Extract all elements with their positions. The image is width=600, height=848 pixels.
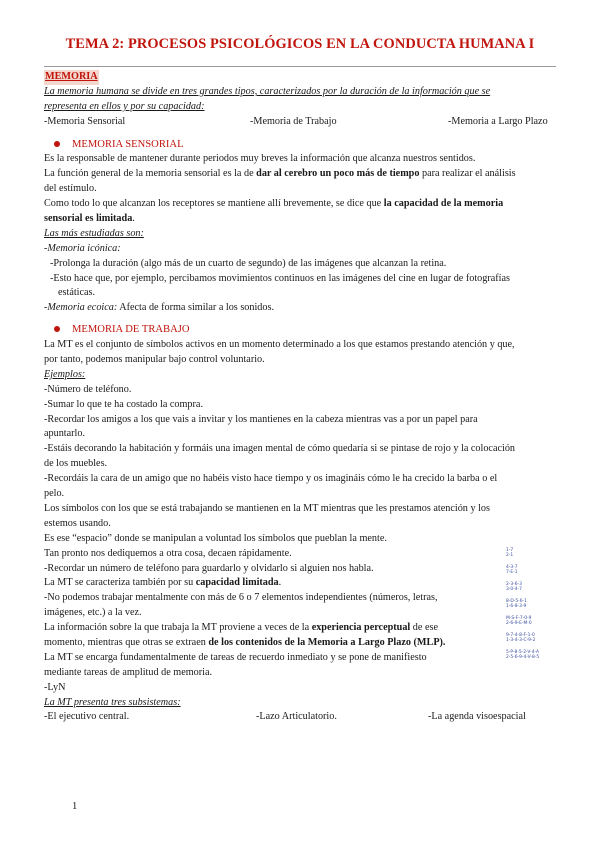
title-divider [44, 66, 556, 67]
examples-label: Ejemplos: [44, 368, 86, 380]
sequence-item: 2-1 [506, 553, 514, 559]
sequence-item: 9-7-4-8-F-1-0 [506, 633, 535, 638]
bullet-icon [54, 326, 60, 332]
section-trabajo-title: MEMORIA DE TRABAJO [72, 324, 190, 336]
example-4b: de los muebles. [44, 458, 108, 470]
trabajo-line-3a: Los símbolos con los que se está trabajando se mantienen en la MT mientras que les prestamos atención y los [44, 502, 490, 514]
trabajo-l9-text: La información sobre la que trabaja la MT proviene a veces de la [44, 622, 312, 634]
trabajo-l10-bold: de los contenidos de la Memoria a Largo Plazo (MLP). [208, 636, 446, 648]
echoic-memory-line [44, 301, 556, 316]
sensorial-l2-end: para realizar el análisis [419, 168, 516, 180]
sensorial-line-1: Es la responsable de mantener durante periodos muy breves la información que alcanza nuestros sentidos. [44, 153, 476, 165]
trabajo-l7-text: La MT se caracteriza también por su [44, 577, 196, 589]
trabajo-line-8b: imágenes, etc.) a la vez. [44, 607, 142, 619]
example-5b: pelo. [44, 488, 65, 500]
sensorial-l2-text: La función general de la memoria sensorial es la de [44, 168, 257, 180]
echoic-memory-label: -Memoria ecoica: [44, 302, 118, 314]
trabajo-line-11b: mediante tareas de amplitud de memoria. [44, 666, 213, 678]
iconic-line-2: -Esto hace que, por ejemplo, percibamos movimientos continuos en las imágenes del cine en lugar de fotografías [50, 272, 510, 284]
example-2: -Sumar lo que te ha costado la compra. [44, 398, 203, 410]
iconic-line-1: -Prolonga la duración (algo más de un cuarto de segundo) de las imágenes que alcanzan la retina. [50, 257, 447, 269]
trabajo-line-5: Tan pronto nos dediquemos a otra cosa, decaen rápidamente. [44, 547, 292, 559]
sequence-item: 8-D-5-6-1 [506, 599, 527, 604]
sequence-item: 7-E-1 [506, 570, 518, 576]
sequence-item: 1-7 [506, 548, 514, 553]
sensorial-line-2 [44, 167, 556, 182]
memory-type-largo-plazo: -Memoria a Largo Plazo [448, 115, 548, 127]
trabajo-l9-bold: experiencia perceptual [311, 622, 411, 634]
trabajo-line-3b: estemos usando. [44, 517, 111, 529]
example-5a: -Recordáis la cara de un amigo que no habéis visto hace tiempo y os imagináis cómo le ha crecido la barba o el [44, 473, 498, 485]
memoria-heading-line [44, 70, 556, 85]
memoria-types-row [44, 115, 556, 130]
trabajo-line-12: -LyN [44, 681, 66, 693]
sequence-item: 1-6-8-3-9 [506, 604, 527, 610]
trabajo-line-2: por tanto, podemos manipular bajo control voluntario. [44, 354, 265, 366]
sensorial-l5-bold: sensorial es limitada [44, 213, 133, 225]
trabajo-line-9 [44, 621, 556, 636]
sensorial-line-3: del estímulo. [44, 183, 97, 195]
sequence-item: 2-3-6-3 [506, 582, 522, 587]
trabajo-line-11a: La MT se encarga fundamentalmente de tareas de recuerdo inmediato y se pone de manifiesto [44, 651, 427, 663]
section-trabajo-heading [44, 323, 556, 338]
trabajo-line-10 [44, 636, 556, 651]
sequence-item: 2-6-9-E-M-0 [506, 621, 532, 627]
document-title: TEMA 2: PROCESOS PSICOLÓGICOS EN LA CONDUCTA HUMANA I [65, 36, 535, 52]
memory-type-trabajo: -Memoria de Trabajo [250, 115, 337, 127]
bullet-icon [54, 141, 60, 147]
iconic-memory-label: -Memoria icónica: [44, 242, 121, 254]
example-3a: -Recordar los amigos a los que vais a invitar y los mantienes en la cabeza mientras vas a por un papel para [44, 413, 478, 425]
sequence-item: 3-0-4-7 [506, 587, 522, 593]
memoria-heading: MEMORIA [44, 70, 99, 85]
example-4a: -Estáis decorando la habitación y formáis una imagen mental de cómo quedaría si se pintase de rojo y la colocación [44, 443, 516, 455]
subsystem-ejecutivo: -El ejecutivo central. [44, 711, 130, 723]
sequence-item: 1-3-4-3-C-9-2 [506, 638, 536, 644]
sensorial-line-4 [44, 197, 556, 212]
memory-type-sensorial: -Memoria Sensorial [44, 115, 126, 127]
example-3b: apuntarlo. [44, 428, 86, 440]
section-sensorial-title: MEMORIA SENSORIAL [72, 138, 184, 150]
sensorial-l5-end: . [132, 213, 135, 225]
example-1: -Número de teléfono. [44, 383, 132, 395]
sequence-item: 2-5-6-9-4-V-8-5 [506, 655, 540, 661]
document-body [44, 70, 556, 725]
echoic-memory-text: Afecta de forma similar a los sonidos. [117, 302, 275, 314]
sequence-item: M-S-F-7-0-9 [506, 616, 532, 621]
trabajo-line-1: La MT es el conjunto de símbolos activos en un momento determinado a los que estamos prestando atención y que, [44, 339, 515, 351]
page-number: 1 [72, 801, 78, 812]
iconic-line-3: estáticas. [58, 287, 96, 299]
trabajo-line-4: Es ese “espacio” donde se manipulan a voluntad los símbolos que pueblan la mente. [44, 532, 387, 544]
section-sensorial-heading [44, 138, 556, 153]
memoria-intro-line-2: representa en ellos y por su capacidad: [44, 100, 205, 112]
trabajo-l10-text: momento, mientras que otras se extraen [44, 636, 209, 648]
trabajo-line-8a: -No podemos trabajar mentalmente con más de 6 o 7 elementos independientes (números, letras, [44, 592, 438, 604]
memoria-intro-line-1: La memoria humana se divide en tres grandes tipos, caracterizados por la duración de la información que se [44, 85, 491, 97]
trabajo-l7-bold: capacidad limitada [195, 577, 279, 589]
trabajo-l9-end: de ese [410, 622, 438, 634]
sensorial-l4-text: Como todo lo que alcanzan los receptores se mantiene allí brevemente, se dice que [44, 198, 384, 210]
trabajo-line-7 [44, 576, 556, 591]
subsystems-label: La MT presenta tres subsistemas: [44, 696, 181, 708]
subsystem-lazo: -Lazo Articulatorio. [256, 711, 337, 723]
trabajo-l7-end: . [278, 577, 282, 589]
sensorial-l4-bold: la capacidad de la memoria [383, 198, 504, 210]
subsystems-row [44, 710, 556, 725]
subsystem-agenda: -La agenda visoespacial [428, 711, 526, 723]
sequence-item: 4-3-7 [506, 565, 518, 570]
trabajo-line-6: -Recordar un número de teléfono para guardarlo y olvidarlo si alguien nos habla. [44, 562, 374, 574]
digit-span-sequences-image [506, 548, 558, 660]
sensorial-l2-bold: dar al cerebro un poco más de tiempo [256, 168, 420, 180]
sensorial-line-5 [44, 212, 556, 227]
sequence-item: 5-P-8-5-2-V-4-A [506, 650, 540, 655]
studied-label: Las más estudiadas son: [44, 227, 144, 239]
